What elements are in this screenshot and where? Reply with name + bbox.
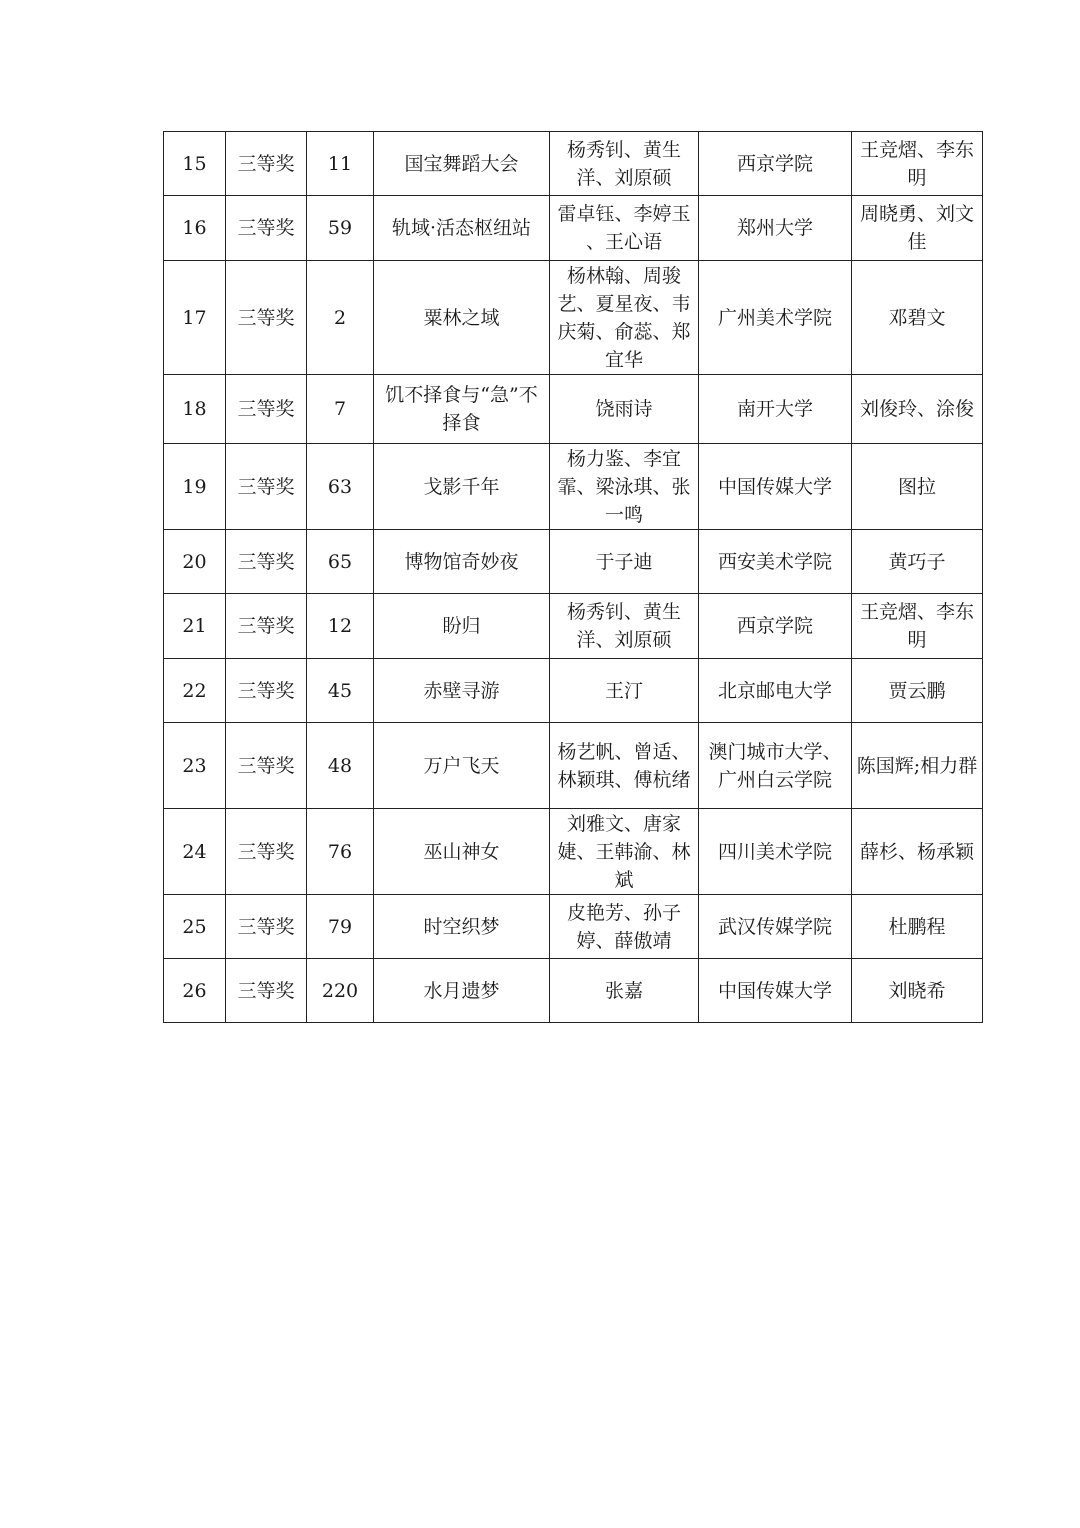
advisor-cell: 贾云鹏 bbox=[852, 659, 983, 723]
entry-id-cell: 11 bbox=[307, 132, 374, 196]
authors-cell: 刘雅文、唐家婕、王韩渝、林斌 bbox=[550, 809, 699, 895]
school-cell: 北京邮电大学 bbox=[699, 659, 852, 723]
rank-cell: 26 bbox=[164, 959, 226, 1023]
table-row bbox=[164, 530, 983, 594]
advisor-cell: 陈国辉;相力群 bbox=[852, 723, 983, 809]
school-cell: 中国传媒大学 bbox=[699, 959, 852, 1023]
award-cell: 三等奖 bbox=[226, 196, 307, 261]
title-cell: 轨域·活态枢纽站 bbox=[374, 196, 550, 261]
title-cell: 万户飞天 bbox=[374, 723, 550, 809]
authors-cell: 张嘉 bbox=[550, 959, 699, 1023]
school-cell: 郑州大学 bbox=[699, 196, 852, 261]
entry-id-cell: 63 bbox=[307, 444, 374, 530]
table-row bbox=[164, 895, 983, 959]
advisor-cell: 黄巧子 bbox=[852, 530, 983, 594]
title-cell: 时空织梦 bbox=[374, 895, 550, 959]
rank-cell: 24 bbox=[164, 809, 226, 895]
entry-id-cell: 65 bbox=[307, 530, 374, 594]
award-cell: 三等奖 bbox=[226, 530, 307, 594]
authors-cell: 杨艺帆、曾适、林颖琪、傅杭绪 bbox=[550, 723, 699, 809]
authors-cell: 杨秀钊、黄生洋、刘原硕 bbox=[550, 594, 699, 659]
authors-cell: 杨力鉴、李宜霏、梁泳琪、张一鸣 bbox=[550, 444, 699, 530]
rank-cell: 23 bbox=[164, 723, 226, 809]
authors-cell: 杨秀钊、黄生洋、刘原硕 bbox=[550, 132, 699, 196]
rank-cell: 15 bbox=[164, 132, 226, 196]
entry-id-cell: 45 bbox=[307, 659, 374, 723]
advisor-cell: 邓碧文 bbox=[852, 261, 983, 375]
title-cell: 粟林之域 bbox=[374, 261, 550, 375]
award-cell: 三等奖 bbox=[226, 895, 307, 959]
table-row bbox=[164, 594, 983, 659]
table-row bbox=[164, 959, 983, 1023]
entry-id-cell: 79 bbox=[307, 895, 374, 959]
title-cell: 赤壁寻游 bbox=[374, 659, 550, 723]
school-cell: 澳门城市大学、广州白云学院 bbox=[699, 723, 852, 809]
title-cell: 国宝舞蹈大会 bbox=[374, 132, 550, 196]
advisor-cell: 薛杉、杨承颖 bbox=[852, 809, 983, 895]
award-cell: 三等奖 bbox=[226, 959, 307, 1023]
school-cell: 西安美术学院 bbox=[699, 530, 852, 594]
table-row bbox=[164, 809, 983, 895]
award-cell: 三等奖 bbox=[226, 261, 307, 375]
authors-cell: 杨林翰、周骏艺、夏星夜、韦庆菊、俞蕊、郑宜华 bbox=[550, 261, 699, 375]
rank-cell: 16 bbox=[164, 196, 226, 261]
authors-cell: 皮艳芳、孙子婷、薛傲靖 bbox=[550, 895, 699, 959]
entry-id-cell: 2 bbox=[307, 261, 374, 375]
award-cell: 三等奖 bbox=[226, 723, 307, 809]
authors-cell: 于子迪 bbox=[550, 530, 699, 594]
rank-cell: 22 bbox=[164, 659, 226, 723]
school-cell: 武汉传媒学院 bbox=[699, 895, 852, 959]
title-cell: 巫山神女 bbox=[374, 809, 550, 895]
table-row bbox=[164, 659, 983, 723]
school-cell: 西京学院 bbox=[699, 594, 852, 659]
title-cell: 盼归 bbox=[374, 594, 550, 659]
table-row bbox=[164, 132, 983, 196]
school-cell: 广州美术学院 bbox=[699, 261, 852, 375]
advisor-cell: 图拉 bbox=[852, 444, 983, 530]
award-cell: 三等奖 bbox=[226, 809, 307, 895]
table-row bbox=[164, 723, 983, 809]
school-cell: 中国传媒大学 bbox=[699, 444, 852, 530]
advisor-cell: 刘晓希 bbox=[852, 959, 983, 1023]
table-row bbox=[164, 261, 983, 375]
advisor-cell: 周晓勇、刘文佳 bbox=[852, 196, 983, 261]
entry-id-cell: 12 bbox=[307, 594, 374, 659]
advisor-cell: 王竞熠、李东明 bbox=[852, 132, 983, 196]
award-cell: 三等奖 bbox=[226, 444, 307, 530]
school-cell: 四川美术学院 bbox=[699, 809, 852, 895]
rank-cell: 25 bbox=[164, 895, 226, 959]
school-cell: 南开大学 bbox=[699, 375, 852, 444]
title-cell: 戈影千年 bbox=[374, 444, 550, 530]
table-row bbox=[164, 444, 983, 530]
award-cell: 三等奖 bbox=[226, 594, 307, 659]
award-cell: 三等奖 bbox=[226, 375, 307, 444]
awards-table bbox=[163, 131, 983, 1023]
award-cell: 三等奖 bbox=[226, 132, 307, 196]
advisor-cell: 杜鹏程 bbox=[852, 895, 983, 959]
entry-id-cell: 220 bbox=[307, 959, 374, 1023]
authors-cell: 饶雨诗 bbox=[550, 375, 699, 444]
rank-cell: 21 bbox=[164, 594, 226, 659]
award-cell: 三等奖 bbox=[226, 659, 307, 723]
table-row bbox=[164, 375, 983, 444]
table-row bbox=[164, 196, 983, 261]
school-cell: 西京学院 bbox=[699, 132, 852, 196]
rank-cell: 19 bbox=[164, 444, 226, 530]
advisor-cell: 王竞熠、李东明 bbox=[852, 594, 983, 659]
entry-id-cell: 59 bbox=[307, 196, 374, 261]
rank-cell: 17 bbox=[164, 261, 226, 375]
authors-cell: 雷卓钰、李婷玉 、王心语 bbox=[550, 196, 699, 261]
rank-cell: 18 bbox=[164, 375, 226, 444]
entry-id-cell: 7 bbox=[307, 375, 374, 444]
entry-id-cell: 76 bbox=[307, 809, 374, 895]
authors-cell: 王汀 bbox=[550, 659, 699, 723]
entry-id-cell: 48 bbox=[307, 723, 374, 809]
title-cell: 饥不择食与“急”不择食 bbox=[374, 375, 550, 444]
advisor-cell: 刘俊玲、涂俊 bbox=[852, 375, 983, 444]
title-cell: 博物馆奇妙夜 bbox=[374, 530, 550, 594]
title-cell: 水月遗梦 bbox=[374, 959, 550, 1023]
rank-cell: 20 bbox=[164, 530, 226, 594]
